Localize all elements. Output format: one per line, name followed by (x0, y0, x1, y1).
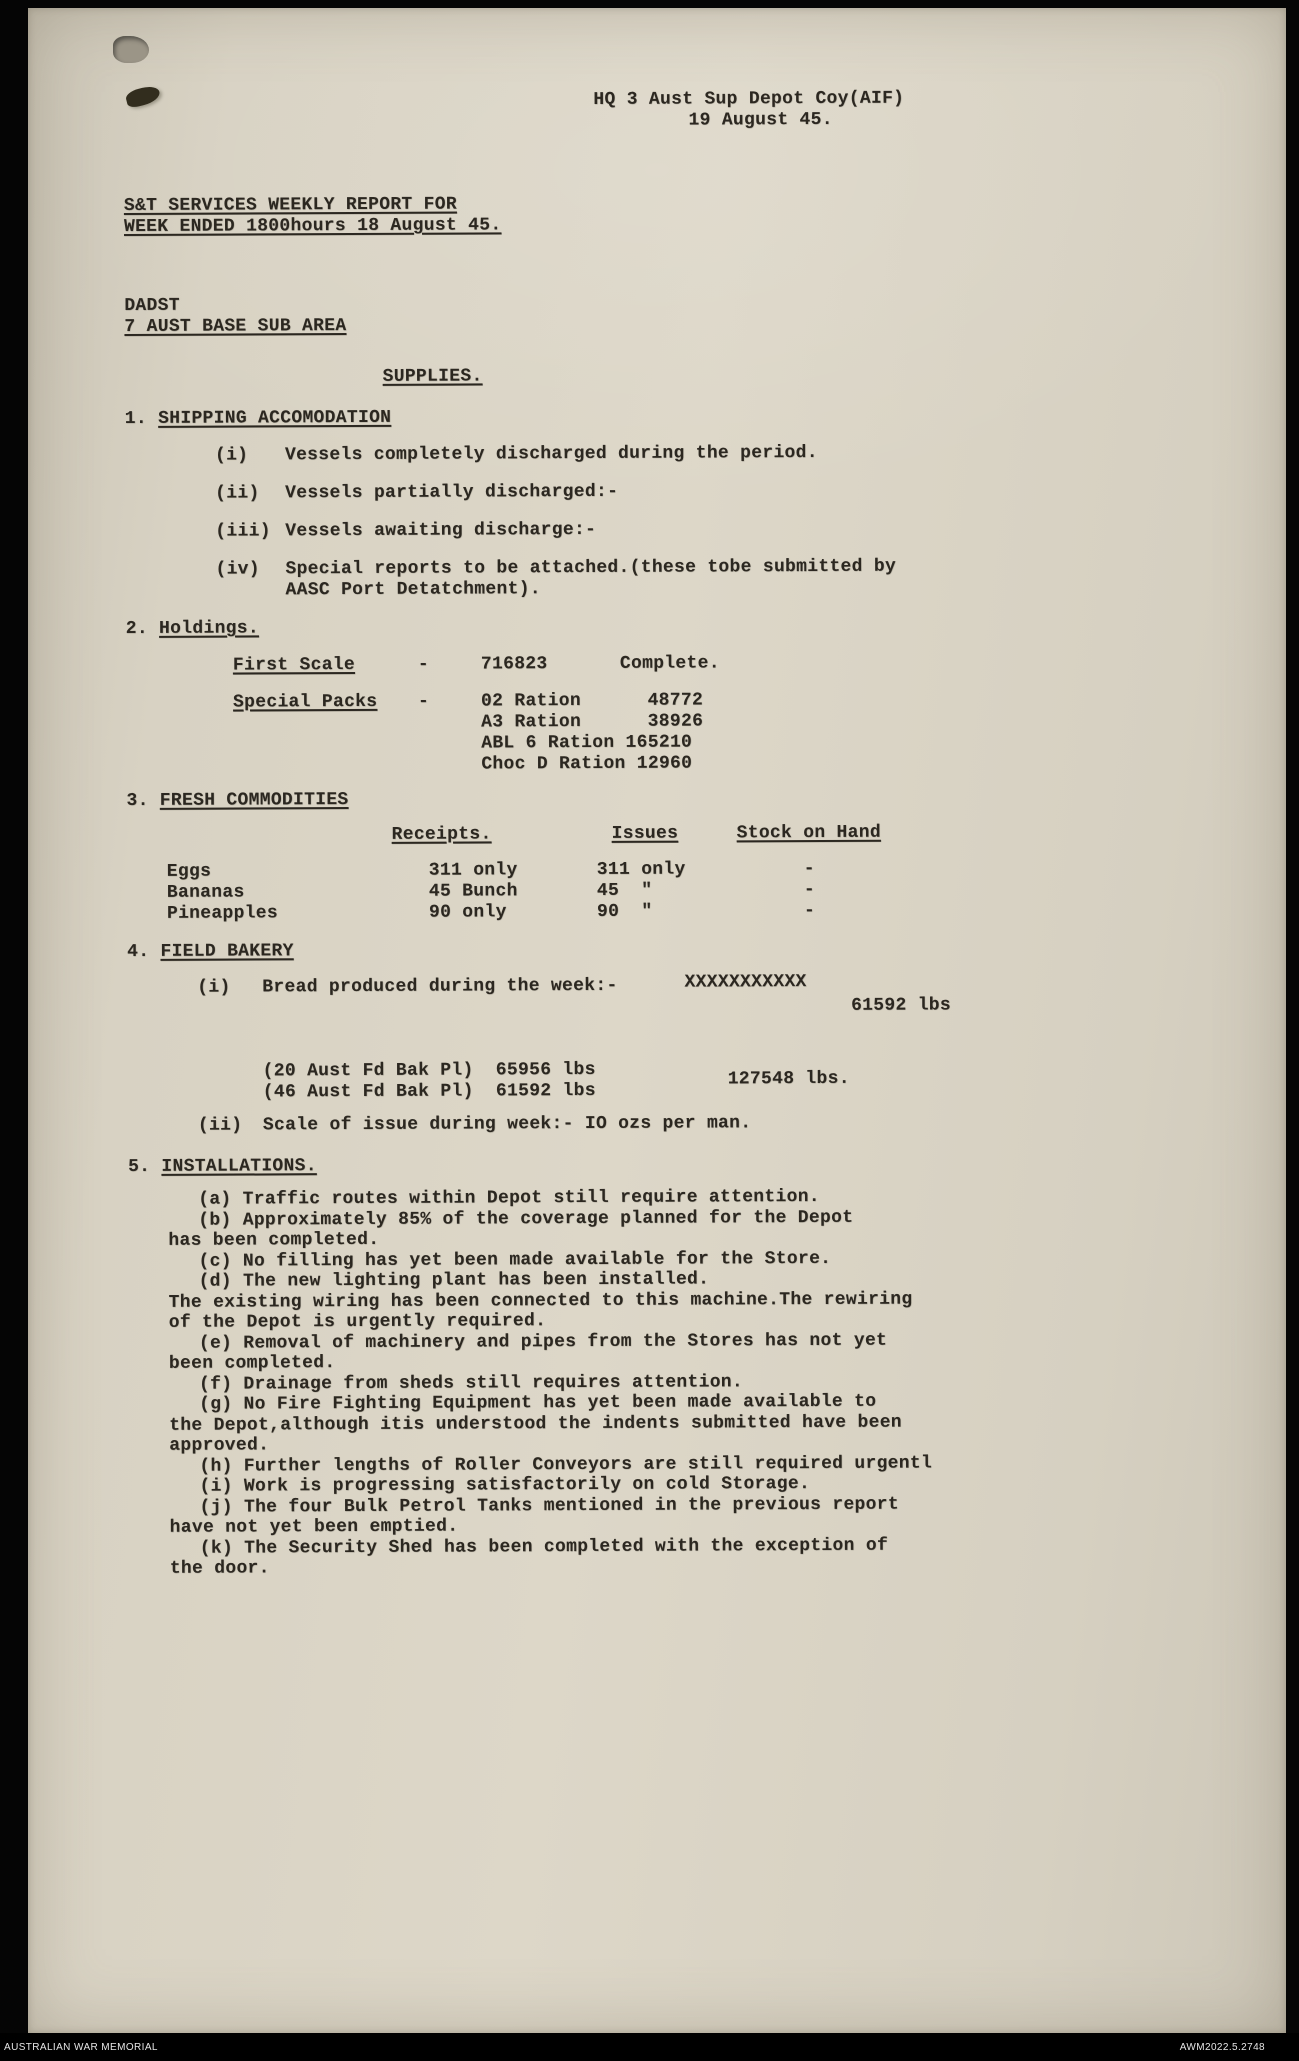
section-1-number: 1. (124, 408, 148, 429)
archive-id: AWM2022.5.2748 (1179, 2041, 1265, 2053)
item-label: (iv) (215, 559, 260, 580)
item-label: (i) (214, 445, 249, 466)
installation-item: (h) Further lengths of Roller Conveyors are still required urgentl (199, 1452, 933, 1477)
installation-item: (a) Traffic routes within Depot still require attention. (198, 1186, 820, 1210)
section-4-number: 4. (127, 941, 150, 962)
report-title-line2: WEEK ENDED 1800hours 18 August 45. (123, 215, 502, 237)
document-page (28, 8, 1286, 2033)
first-scale-status: Complete. (619, 653, 720, 674)
installation-item: (f) Drainage from sheds still requires attention. (198, 1371, 744, 1395)
list-item (215, 556, 987, 601)
strike-overlay: XXXXXXXXXXX (684, 972, 807, 993)
section-1-title: SHIPPING ACCOMODATION (158, 407, 392, 429)
installation-item: (i) Work is progressing satisfactorily on cold Storage. (199, 1474, 811, 1497)
commodity-name: Bananas (166, 882, 245, 903)
ration-line: ABL 6 Ration 165210 (481, 732, 693, 754)
item-label: (i) (197, 977, 231, 998)
bakery-item-2 (198, 1112, 990, 1136)
report-title (124, 192, 986, 238)
item-text: Special reports to be attached.(these tobe submitted by AASC Port Detatchment). (285, 556, 897, 601)
fresh-commodities-table (167, 822, 989, 925)
first-scale-row (233, 652, 988, 676)
header-date-line: 19 August 45. (688, 109, 833, 131)
shipping-list (125, 442, 988, 602)
supplies-heading: SUPPLIES. (382, 366, 483, 387)
first-scale-value: 716823 (480, 654, 548, 675)
stock-value: - (803, 879, 816, 901)
ration-line: Choc D Ration 12960 (481, 753, 693, 775)
section-2-number: 2. (125, 618, 148, 639)
issues-value: 45 " (596, 880, 653, 901)
report-title-line1: S&T SERVICES WEEKLY REPORT FOR (123, 194, 457, 216)
ration-line: 02 Ration 48772 (480, 690, 704, 712)
archive-footer-bar (0, 2033, 1299, 2061)
list-item (215, 518, 987, 542)
document-content (123, 4, 992, 1579)
issues-value: 311 only (596, 859, 686, 880)
section-2-title: Holdings. (158, 618, 260, 639)
list-item (215, 442, 987, 466)
installation-item: (b) Approximately 85% of the coverage planned for the Depot has been completed. (168, 1207, 854, 1251)
document-header (593, 88, 985, 132)
first-scale-label: First Scale (232, 654, 356, 676)
receipts-value: 311 only (428, 860, 518, 881)
section-5-title: INSTALLATIONS. (161, 1156, 317, 1177)
item-text: Vessels partially discharged:- (285, 481, 619, 504)
section-5-number: 5. (128, 1156, 151, 1177)
column-header-issues: Issues (611, 823, 679, 844)
special-packs-row (233, 689, 988, 776)
dash-separator: - (417, 654, 430, 675)
section-5-heading (128, 1153, 990, 1178)
addressee-unit: 7 AUST BASE SUB AREA (124, 316, 347, 337)
bakery-item-1 (197, 974, 990, 1103)
stock-value: - (803, 858, 815, 880)
column-header-receipts: Receipts. (391, 824, 492, 845)
section-4-title: FIELD BAKERY (160, 941, 294, 962)
item-label: (ii) (197, 1115, 243, 1136)
section-3-title: FRESH COMMODITIES (159, 790, 349, 811)
section-3-number: 3. (126, 790, 149, 811)
item-label: (iii) (215, 521, 271, 542)
receipts-value: 90 only (428, 902, 507, 923)
commodity-name: Pineapples (166, 903, 279, 924)
section-2-heading (126, 615, 988, 640)
dash-separator: - (417, 691, 430, 712)
bakery-production-lines: (20 Aust Fd Bak Pl) 65956 lbs (46 Aust Fd Bak Pl) 61592 lbs (262, 1059, 596, 1103)
item-text: Bread produced during the week:- (262, 975, 618, 998)
stock-value: - (803, 900, 816, 922)
supplies-heading-row (383, 364, 987, 388)
installation-item: (c) No filling has yet been made available for the Store. (198, 1248, 832, 1272)
special-packs-values (481, 690, 703, 775)
archive-name: AUSTRALIAN WAR MEMORIAL (4, 2041, 158, 2053)
item-label: (ii) (215, 483, 260, 504)
item-text: Vessels awaiting discharge:- (285, 519, 597, 542)
addressee-block (124, 292, 986, 338)
installation-item: (j) The four Bulk Petrol Tanks mentioned in the previous report have not yet been emptied. (169, 1494, 900, 1538)
item-text: Scale of issue during week:- IO ozs per man. (262, 1113, 752, 1136)
item-text: Vessels completely discharged during the period. (284, 442, 818, 466)
header-unit-line: HQ 3 Aust Sup Depot Coy(AIF) (593, 88, 905, 110)
section-4-heading (127, 938, 989, 963)
ration-line: A3 Ration 38926 (481, 711, 704, 733)
commodity-name: Eggs (166, 861, 212, 882)
struck-number: 61592 lbs (851, 995, 952, 1016)
installations-list (168, 1186, 992, 1579)
table-row (167, 900, 989, 925)
section-3-heading (126, 787, 988, 812)
section-1-heading (125, 405, 987, 430)
installation-item: (d) The new lighting plant has been installed. The existing wiring has been connected to this machine.The rewiring of the Depot is urgently required. (168, 1269, 913, 1333)
struck-out-value (684, 972, 952, 1059)
list-item (215, 480, 987, 504)
installation-item: (e) Removal of machinery and pipes from the Stores has not yet been completed. (168, 1330, 888, 1374)
bakery-total: 127548 lbs. (727, 1068, 850, 1090)
installation-item: (k) The Security Shed has been completed with the exception of the door. (169, 1535, 889, 1579)
column-header-stock: Stock on Hand (736, 822, 881, 844)
table-header-row (167, 822, 989, 847)
special-packs-label: Special Packs (232, 691, 378, 713)
receipts-value: 45 Bunch (428, 881, 518, 902)
issues-value: 90 " (596, 901, 653, 922)
addressee-name: DADST (124, 295, 180, 316)
installation-item: (g) No Fire Fighting Equipment has yet been made available to the Depot,although itis understood the indents submitted have been approved. (169, 1391, 902, 1456)
